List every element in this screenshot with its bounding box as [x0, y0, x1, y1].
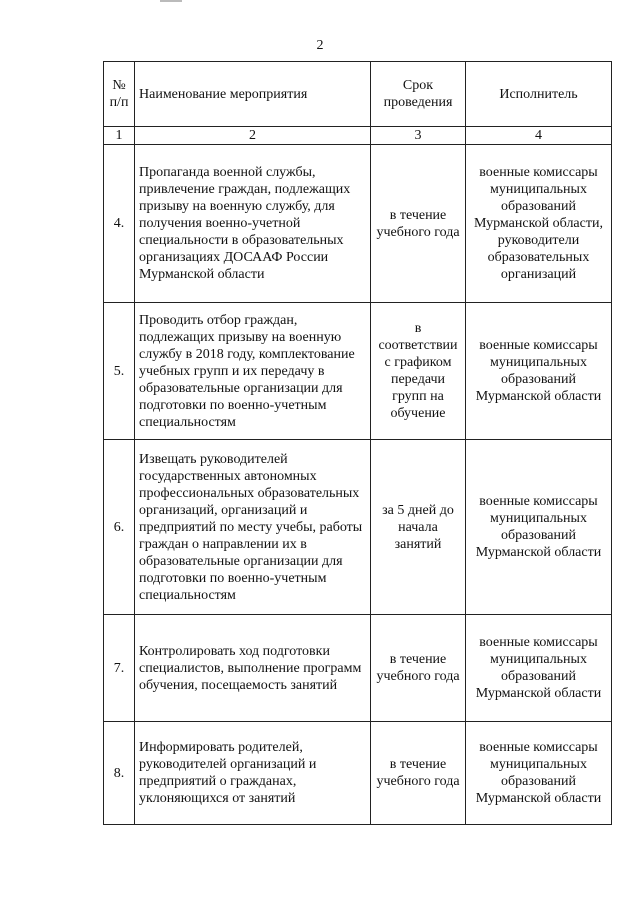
- row-number: 5.: [104, 303, 135, 440]
- column-index-cell: 1: [104, 127, 135, 145]
- scan-mark: [160, 0, 182, 2]
- event-name: Пропаганда военной службы, привлечение граждан, подлежащих призыву на военную службу, для получения военно-учетной специальности в образовательных организациях ДОСААФ России Мурманской области: [135, 145, 371, 303]
- column-index-cell: 3: [371, 127, 466, 145]
- event-term: в соответствии с графиком передачи групп на обучение: [371, 303, 466, 440]
- event-executor: военные комиссары муниципальных образований Мурманской области: [466, 615, 612, 722]
- row-number: 6.: [104, 440, 135, 615]
- event-name: Проводить отбор граждан, подлежащих призыву на военную службу в 2018 году, комплектование учебных групп и их передачу в образовательные организации для подготовки по военно-учетным специальностям: [135, 303, 371, 440]
- header-term: Срок проведения: [371, 62, 466, 127]
- event-term: в течение учебного года: [371, 145, 466, 303]
- row-number: 8.: [104, 722, 135, 825]
- event-name: Контролировать ход подготовки специалистов, выполнение программ обучения, посещаемость занятий: [135, 615, 371, 722]
- table-row: [104, 615, 612, 722]
- event-name: Информировать родителей, руководителей организаций и предприятий о гражданах, уклоняющихся от занятий: [135, 722, 371, 825]
- column-index-cell: 4: [466, 127, 612, 145]
- table-row: [104, 440, 612, 615]
- header-number: № п/п: [104, 62, 135, 127]
- table-header-row: [104, 62, 612, 127]
- table-row: [104, 722, 612, 825]
- event-name: Извещать руководителей государственных автономных профессиональных образовательных организаций, организаций и предприятий по месту учебы, работы граждан о направлении их в образовательные организации для подготовки по военно-учетным специальностям: [135, 440, 371, 615]
- column-index-row: [104, 127, 612, 145]
- header-executor: Исполнитель: [466, 62, 612, 127]
- event-executor: военные комиссары муниципальных образований Мурманской области, руководители образовательных организаций: [466, 145, 612, 303]
- event-term: в течение учебного года: [371, 722, 466, 825]
- event-term: в течение учебного года: [371, 615, 466, 722]
- table-row: [104, 145, 612, 303]
- row-number: 4.: [104, 145, 135, 303]
- row-number: 7.: [104, 615, 135, 722]
- events-table: [103, 61, 612, 825]
- event-executor: военные комиссары муниципальных образований Мурманской области: [466, 722, 612, 825]
- event-executor: военные комиссары муниципальных образований Мурманской области: [466, 440, 612, 615]
- header-event-name: Наименование мероприятия: [135, 62, 371, 127]
- page-number: 2: [316, 38, 324, 53]
- event-executor: военные комиссары муниципальных образований Мурманской области: [466, 303, 612, 440]
- table-row: [104, 303, 612, 440]
- column-index-cell: 2: [135, 127, 371, 145]
- event-term: за 5 дней до начала занятий: [371, 440, 466, 615]
